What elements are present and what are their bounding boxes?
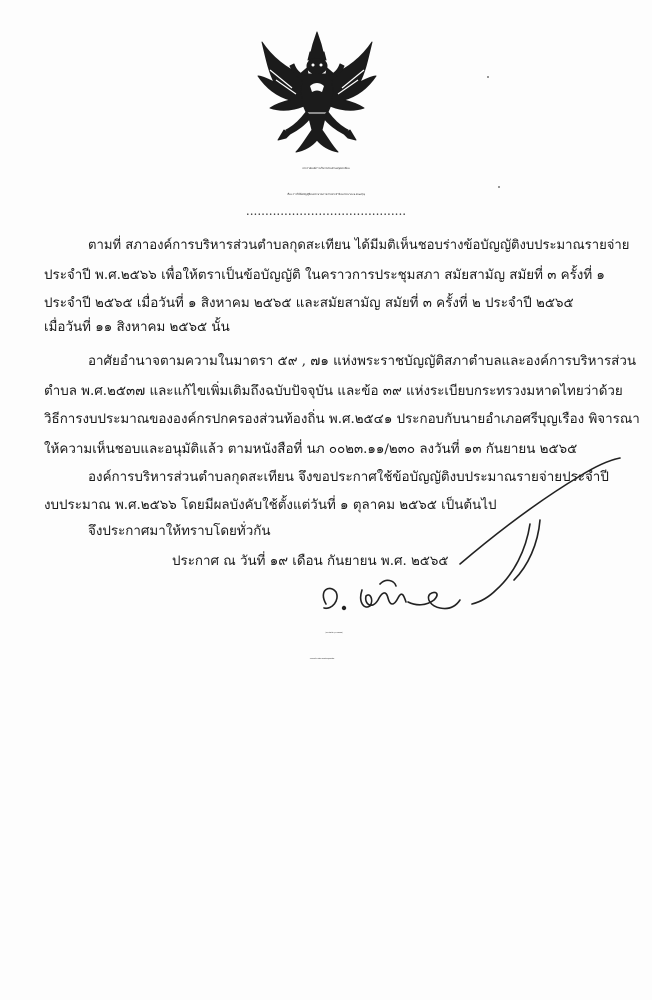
paragraph-3-line-2: งบประมาณ พ.ศ.๒๕๖๖ โดยมีผลบังคับใช้ตั้งแต่วันที่ ๑ ตุลาคม ๒๕๖๕ เป็นต้นไป xyxy=(44,498,497,513)
handwritten-signature xyxy=(300,440,640,640)
paragraph-2-line-4: ให้ความเห็นชอบและอนุมัติแล้ว ตามหนังสือที่ นภ ๐๐๒๓.๑๑/๒๓๐ ลงวันที่ ๑๓ กันยายน ๒๕๖๕ xyxy=(44,442,578,457)
paragraph-2-line-3: วิธีการงบประมาณขององค์กรปกครองส่วนท้องถิ่น พ.ศ.๒๕๔๑ ประกอบกับนายอำเภอศรีบุญเรือง พิจารณา xyxy=(44,412,640,427)
paragraph-1-line-4: เมื่อวันที่ ๑๑ สิงหาคม ๒๕๖๕ นั้น xyxy=(44,320,230,335)
signer-position: นายกองค์การบริหารส่วนตำบลกุดสะเทียน xyxy=(309,659,335,660)
scan-speck xyxy=(498,186,500,188)
title-separator: .......................................... xyxy=(245,204,407,218)
announcement-subject: เรื่อง การใช้ข้อบัญญัติงบประมาณรายจ่ายประจำปีงบประมาณ พ.ศ.๒๕๖๖ xyxy=(286,193,366,196)
paragraph-2-line-1: อาศัยอำนาจตามความในมาตรา ๕๙ , ๗๑ แห่งพระราชบัญญัติสภาตำบลและองค์การบริหารส่วน xyxy=(88,354,637,369)
paragraph-1-line-3: ประจำปี ๒๕๖๕ เมื่อวันที่ ๑ สิงหาคม ๒๕๖๕ และสมัยสามัญ สมัยที่ ๓ ครั้งที่ ๒ ประจำปี ๒๕๖๕ xyxy=(44,296,574,311)
signer-name: (นางวรินทร์ธร สุวรรณพรหม) xyxy=(325,633,343,634)
paragraph-2-line-2: ตำบล พ.ศ.๒๕๓๗ และแก้ไขเพิ่มเติมถึงฉบับปัจจุบัน และข้อ ๓๙ แห่งระเบียบกระทรวงมหาดไทยว่าด้วย xyxy=(44,384,623,399)
announcement-title: ประกาศองค์การบริหารส่วนตำบลกุดสะเทียน xyxy=(302,167,350,170)
paragraph-3-line-1: องค์การบริหารส่วนตำบลกุดสะเทียน จึงขอประกาศใช้ข้อบัญญัติงบประมาณรายจ่ายประจำปี xyxy=(88,470,609,485)
closing-statement: จึงประกาศมาให้ทราบโดยทั่วกัน xyxy=(88,524,271,539)
scan-speck xyxy=(487,76,489,78)
announcement-date: ประกาศ ณ วันที่ ๑๙ เดือน กันยายน พ.ศ. ๒๕๖๕ xyxy=(172,554,449,569)
paragraph-1-line-1: ตามที่ สภาองค์การบริหารส่วนตำบลกุดสะเทียน ได้มีมติเห็นชอบร่างข้อบัญญัติงบประมาณรายจ่าย xyxy=(88,238,630,253)
paragraph-1-line-2: ประจำปี พ.ศ.๒๕๖๖ เพื่อให้ตราเป็นข้อบัญญัติ ในคราวการประชุมสภา สมัยสามัญ สมัยที่ ๓ ครั้งที่ ๑ xyxy=(44,268,605,283)
garuda-emblem-icon xyxy=(256,30,378,158)
